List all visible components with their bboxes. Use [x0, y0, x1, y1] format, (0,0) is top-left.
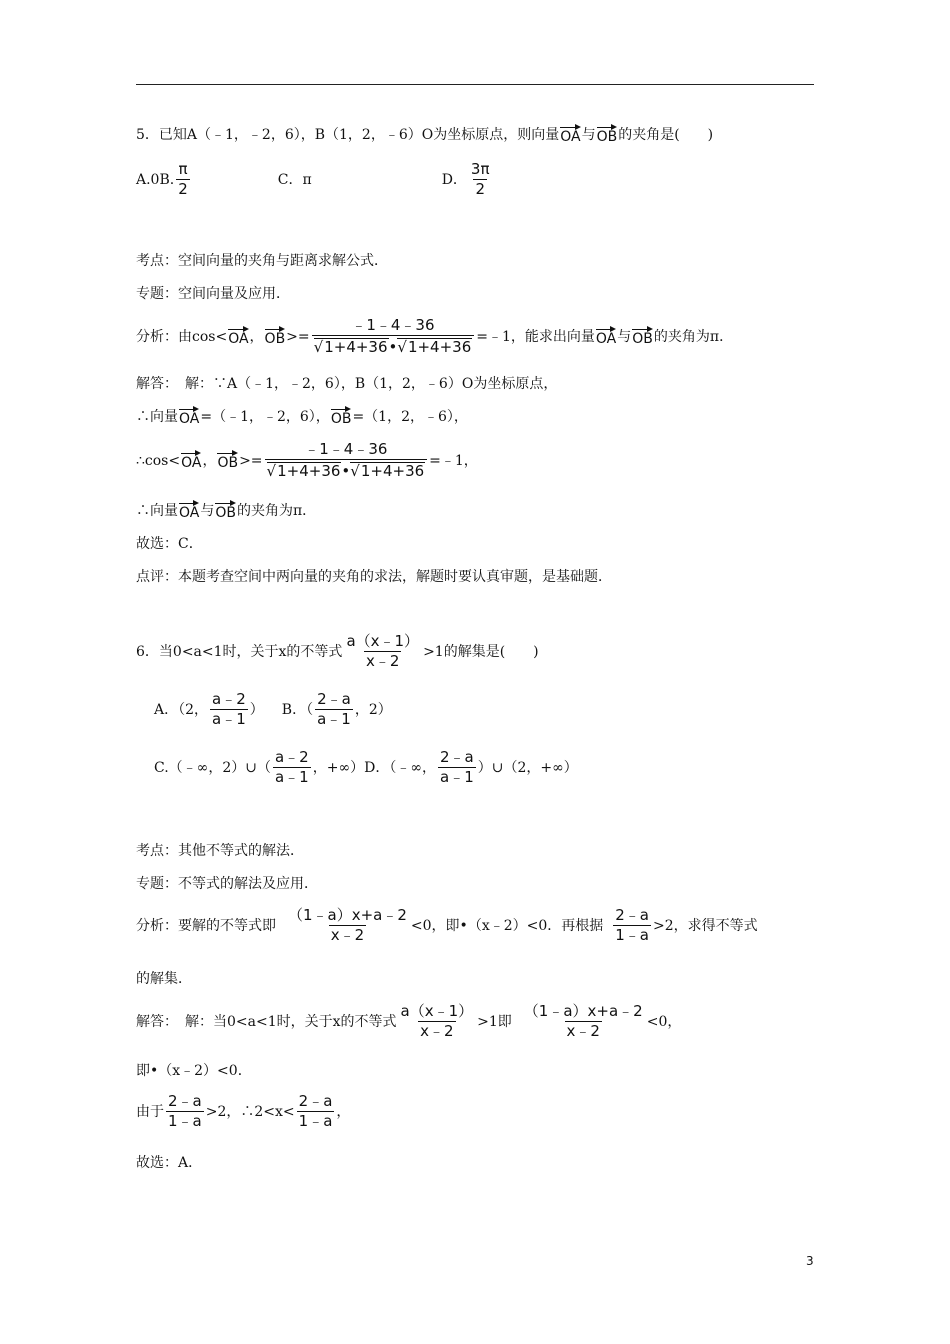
vector-oa: OA [181, 452, 201, 470]
frac-num: ﹣1﹣4﹣36 [304, 440, 388, 458]
q6-option-d: D．（﹣∞， [364, 759, 437, 776]
cos-fraction [265, 442, 428, 479]
q6-zhuanti [136, 877, 318, 891]
frac-den: 1﹣a [615, 926, 650, 944]
frac-den: a﹣1 [274, 768, 309, 786]
text: ， [336, 1103, 351, 1120]
text: >1即 [477, 1013, 512, 1030]
q6-ineq-fraction [344, 634, 421, 669]
q5-jieda-line3 [136, 442, 478, 479]
q5-option-d-fraction [469, 162, 492, 197]
q5-option-d: D． [441, 171, 467, 188]
frac-den: x﹣2 [366, 652, 400, 670]
vector-ob: OB [217, 452, 238, 470]
vector-ob: OB [265, 328, 286, 346]
vector-oa: OA [228, 328, 248, 346]
q5-kaodian [136, 254, 388, 268]
vector-oa: OA [560, 126, 580, 144]
q6-youyu [136, 1094, 350, 1129]
text: <0，即•（x﹣2）<0．再根据 [410, 917, 604, 934]
fraction [286, 908, 409, 943]
fraction [210, 692, 248, 727]
vector-ob: OB [215, 502, 236, 520]
q6-options-ab [154, 692, 392, 727]
q5-options [136, 162, 494, 197]
frac-num: a（x﹣1） [346, 632, 420, 650]
frac-num: （1﹣a）x+a﹣2 [523, 1002, 643, 1020]
vector-oa: OA [179, 408, 199, 426]
text: ，2） [354, 701, 392, 718]
text: 的夹角为π． [236, 503, 317, 519]
fraction [399, 1004, 476, 1039]
q6-stem-end: >1的解集是( ) [423, 643, 539, 660]
q5-fenxi [136, 318, 733, 355]
frac-num: ﹣1﹣4﹣36 [351, 316, 435, 334]
text: 由于 [136, 1103, 164, 1120]
gt-eq: >= [286, 328, 310, 345]
text: 的解集． [136, 971, 192, 987]
q6-zhuanti-text: 专题：不等式的解法及应用． [136, 876, 318, 892]
page-number: 3 [806, 1254, 814, 1268]
q5-fenxi-text-c: 的夹角为π． [653, 328, 734, 345]
q5-yu: 与 [617, 328, 632, 345]
text: 解答： 解：当0<a<1时，关于x的不等式 [136, 1013, 397, 1030]
text: >2，∴2<x< [205, 1103, 295, 1120]
frac-den: 1﹣a [298, 1112, 333, 1130]
frac-den: x﹣2 [566, 1022, 600, 1040]
dot: • [388, 338, 398, 356]
q6-option-c: C.（﹣∞，2）∪（ [154, 759, 271, 776]
q5-option-c: C．π [277, 171, 312, 188]
q6-options-cd [154, 750, 578, 785]
sqrt: √ 1+4+36 [350, 462, 425, 479]
text: ）∪（2，+∞） [477, 759, 578, 776]
fraction [315, 692, 353, 727]
q5-stem-end: 的夹角是( ) [618, 127, 714, 143]
frac-num: a﹣2 [274, 748, 309, 766]
header-rule [136, 84, 814, 85]
q6-fenxi [136, 908, 758, 943]
q5-fenxi-text-b: =﹣1，能求出向量 [476, 328, 595, 345]
frac-den: 2 [475, 180, 485, 198]
dot: • [341, 462, 351, 480]
fraction [166, 1094, 204, 1129]
fraction [613, 908, 651, 943]
q5-option-ab: A.0B. [136, 171, 175, 188]
q5-zhuanti-text: 专题：空间向量及应用． [136, 286, 290, 302]
text: ，+∞） [312, 759, 365, 776]
sqrt: √ 1+4+36 [314, 338, 389, 355]
q5-yu: 与 [200, 503, 215, 519]
q6-kaodian [136, 844, 304, 858]
frac-num: a﹣2 [212, 690, 246, 708]
frac-num: 2﹣a [298, 1092, 333, 1110]
text: >2，求得不等式 [653, 917, 758, 934]
frac-den [312, 335, 475, 355]
q6-jieda-line2 [136, 1064, 252, 1078]
frac-den: a﹣1 [440, 768, 474, 786]
text: 即•（x﹣2）<0． [136, 1063, 252, 1079]
vector-oa: OA [179, 502, 199, 520]
q5-jieda-line2 [136, 408, 468, 426]
q6-option-b: B．（ [281, 701, 314, 718]
q5-stem-text: 5．已知A（﹣1，﹣2，6），B（1，2，﹣6）O为坐标原点，则向量 [136, 127, 560, 143]
q6-guxuan [136, 1156, 202, 1170]
text: <0， [646, 1013, 682, 1030]
q6-answer: 故选：A． [136, 1155, 203, 1171]
fraction [522, 1004, 645, 1039]
q5-fenxi-text: 分析：由cos< [136, 328, 228, 345]
text: ） [249, 701, 264, 718]
text: =﹣1， [429, 452, 478, 469]
frac-den: 2 [178, 180, 188, 198]
q5-kaodian-text: 考点：空间向量的夹角与距离求解公式． [136, 253, 388, 269]
sqrt: √ 1+4+36 [267, 462, 342, 479]
q5-answer: 故选：C． [136, 536, 203, 552]
comma: ， [202, 452, 217, 469]
frac-den: x﹣2 [330, 926, 365, 944]
frac-num: （1﹣a）x+a﹣2 [288, 906, 407, 924]
q6-stem [136, 634, 539, 669]
q5-yu: 与 [581, 127, 596, 143]
text: =（﹣1，﹣2，6）， [200, 409, 330, 425]
text: =（1，2，﹣6）， [352, 409, 468, 425]
q5-jieda-line4 [136, 502, 316, 520]
frac-num: 2﹣a [317, 690, 351, 708]
frac-den: a﹣1 [212, 710, 246, 728]
q6-option-a: A．（2， [154, 701, 209, 718]
gt-eq: >= [239, 452, 263, 469]
frac-num: 2﹣a [615, 906, 650, 924]
q5-zhuanti [136, 287, 290, 301]
vector-ob: OB [331, 408, 352, 426]
comma: ， [249, 328, 264, 345]
text: ∴cos< [136, 452, 181, 469]
frac-num: a（x﹣1） [400, 1002, 474, 1020]
q6-fenxi-line2 [136, 972, 192, 986]
q5-jieda-text: 解答： 解：∵A（﹣1，﹣2，6），B（1，2，﹣6）O为坐标原点， [136, 376, 558, 392]
frac-den: 1﹣a [168, 1112, 202, 1130]
text: ∴向量 [136, 503, 178, 519]
fraction [297, 1094, 335, 1129]
sqrt: √ 1+4+36 [397, 338, 472, 355]
text: 分析：要解的不等式即 [136, 917, 276, 934]
frac-num: 2﹣a [168, 1092, 202, 1110]
q5-option-b-fraction [176, 162, 190, 197]
q5-guxuan [136, 537, 203, 551]
q5-dianping-text: 点评：本题考查空间中两向量的夹角的求法，解题时要认真审题，是基础题． [136, 569, 612, 585]
q5-stem [136, 126, 713, 144]
frac-num: 3π [470, 160, 490, 178]
frac-den: x﹣2 [420, 1022, 454, 1040]
fraction [273, 750, 311, 785]
q6-stem-text: 6．当0<a<1时，关于x的不等式 [136, 643, 343, 660]
q6-jieda [136, 1004, 681, 1039]
q5-jieda [136, 377, 557, 391]
frac-den [265, 459, 428, 479]
cos-fraction [312, 318, 475, 355]
frac-num: π [178, 160, 188, 178]
vector-oa: OA [596, 328, 616, 346]
text: ∴向量 [136, 409, 178, 425]
q5-dianping [136, 570, 612, 584]
q6-kaodian-text: 考点：其他不等式的解法． [136, 843, 304, 859]
frac-den: a﹣1 [317, 710, 351, 728]
vector-ob: OB [632, 328, 653, 346]
frac-num: 2﹣a [440, 748, 474, 766]
fraction [438, 750, 476, 785]
vector-ob: OB [597, 126, 618, 144]
